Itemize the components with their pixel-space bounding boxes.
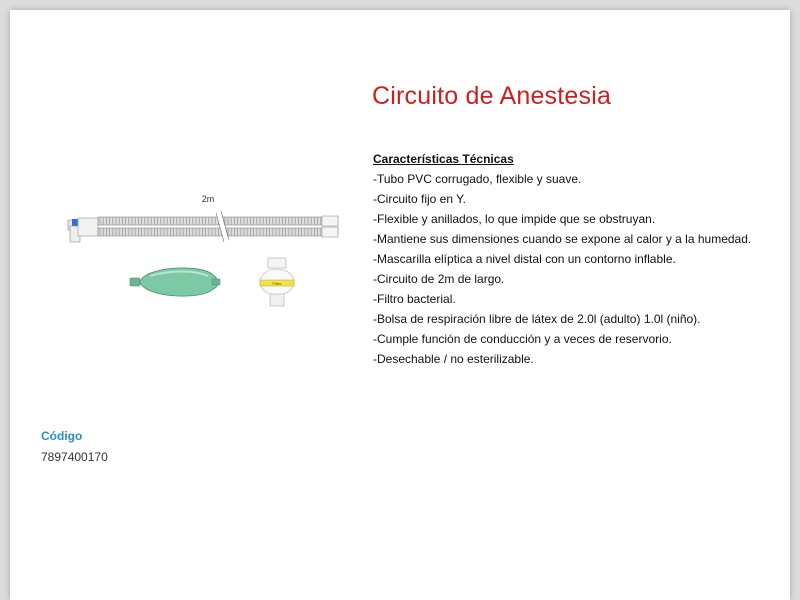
spec-item: -Desechable / no esterilizable.: [373, 352, 534, 366]
spec-item: -Circuito fijo en Y.: [373, 192, 466, 206]
spec-item: -Filtro bacterial.: [373, 292, 456, 306]
spec-item: -Bolsa de respiración libre de látex de 2.0l (adulto) 1.0l (niño).: [373, 312, 701, 326]
spec-item: -Mascarilla elíptica a nivel distal con un contorno inflable.: [373, 252, 676, 266]
spec-item: -Circuito de 2m de largo.: [373, 272, 505, 286]
code-value: 7897400170: [41, 450, 108, 464]
product-card: [10, 10, 790, 600]
filter-label: Filtro: [272, 281, 282, 286]
product-image: [50, 180, 350, 320]
spec-item: -Tubo PVC corrugado, flexible y suave.: [373, 172, 582, 186]
page-title: Circuito de Anestesia: [372, 82, 612, 110]
specs-heading: Características Técnicas: [373, 152, 514, 166]
spec-item: -Mantiene sus dimensiones cuando se expone al calor y a la humedad.: [373, 232, 752, 246]
code-label: Código: [41, 429, 83, 443]
breathing-bag: [130, 268, 220, 296]
technical-specs: [373, 149, 783, 369]
tube-end-cuffs: [322, 216, 338, 237]
spec-item: -Flexible y anillados, lo que impide que se obstruyan.: [373, 212, 656, 226]
specs-list: [373, 169, 783, 369]
break-mark: [218, 212, 226, 241]
y-connector: [68, 218, 98, 242]
bacterial-filter: [260, 258, 294, 306]
length-label: 2m: [201, 194, 215, 204]
spec-item: -Cumple función de conducción y a veces de reservorio.: [373, 332, 672, 346]
